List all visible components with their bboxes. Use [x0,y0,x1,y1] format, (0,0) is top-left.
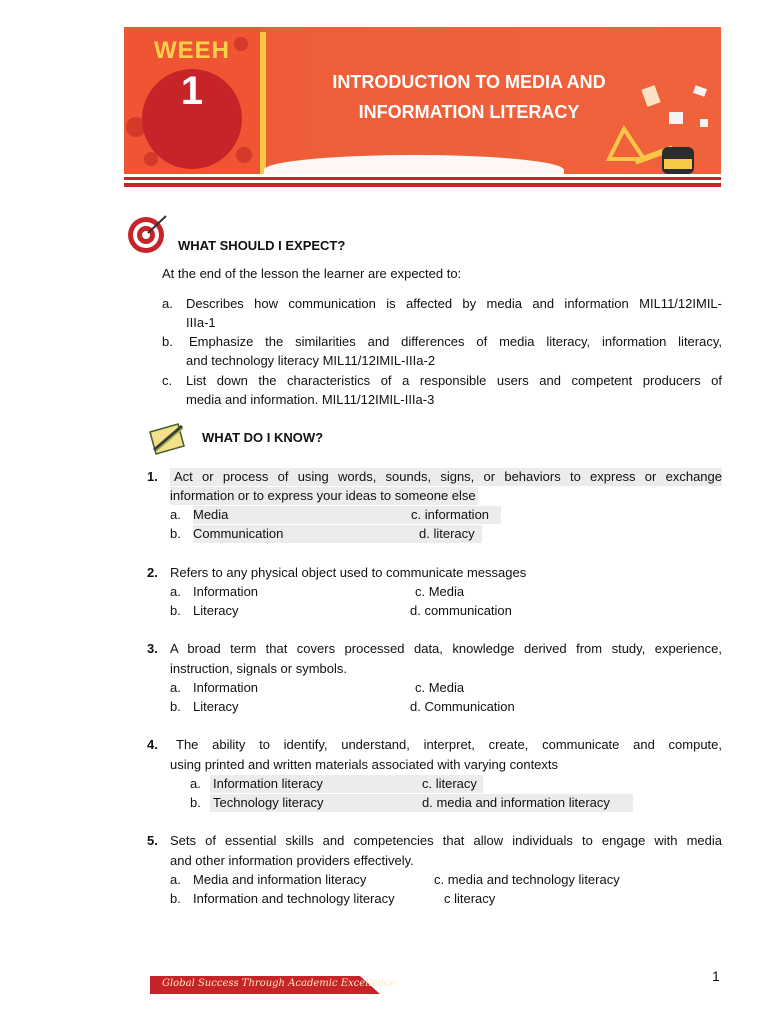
week-banner [124,27,721,174]
question-number: 3. [147,641,158,656]
question-text-line: Act or process of using words, sounds, signs, or behaviors to express or exchange [174,469,722,484]
question-number: 1. [147,469,158,484]
option-c: c. literacy [422,776,477,791]
banner-rule-bottom [124,183,721,187]
question-number: 5. [147,833,158,848]
option-letter: a. [170,872,181,887]
banner-divider [260,32,266,174]
option-b: Communication [193,526,284,541]
question-number: 4. [147,737,158,752]
know-heading: WHAT DO I KNOW? [202,430,324,445]
school-supplies-icon [604,57,719,174]
page-number: 1 [712,968,720,984]
footer-motto: Global Success Through Academic Excellence [162,978,396,989]
banner-rule-top [124,177,721,180]
option-c: c. media and technology literacy [434,872,620,887]
question-number: 2. [147,565,158,580]
week-label: WEEH [154,37,230,64]
objective-text: and technology literacy MIL11/12IMIL-IIIa-2 [186,353,436,368]
option-row [193,525,482,543]
option-b: Literacy [193,603,239,618]
option-c: c. Media [415,680,465,695]
decorative-dot [234,37,248,51]
option-b: Literacy [193,699,239,714]
banner-wave [264,155,564,174]
question-text: instruction, signals or symbols. [170,661,348,676]
option-letter: b. [170,603,181,618]
objective-letter: c. [162,373,173,388]
objective-text: Emphasize the similarities and differences of media literacy, information literacy, [189,334,722,349]
option-row [210,775,483,793]
option-row [210,794,633,812]
expect-heading: WHAT SHOULD I EXPECT? [178,238,346,253]
option-a: Information [193,680,259,695]
objective-text: media and information. MIL11/12IMIL-IIIa-3 [186,392,435,407]
option-a: Information [193,584,259,599]
pencil-notepad-icon [148,420,188,456]
banner-title-line2: INFORMATION LITERACY [358,102,580,122]
question-text: Sets of essential skills and competencies that allow individuals to engage with media [170,833,722,848]
option-letter: a. [170,584,181,599]
objective-text: Describes how communication is affected by media and information MIL11/12IMIL- [186,296,722,311]
option-row [193,506,501,524]
option-d: d. media and information literacy [422,795,610,810]
option-letter: a. [170,680,181,695]
question-text: and other information providers effectively. [170,853,414,868]
option-letter: b. [170,699,181,714]
option-d: d. literacy [419,526,475,541]
option-a: Information literacy [213,776,323,791]
option-letter: a. [170,507,181,522]
target-icon [126,213,170,255]
option-b: Technology literacy [213,795,324,810]
option-letter: b. [190,795,201,810]
question-text: Refers to any physical object used to communicate messages [170,565,527,580]
option-c: c. Media [415,584,465,599]
question-text [170,468,722,486]
option-c: c. information [411,507,490,522]
option-letter: b. [170,891,181,906]
banner-title-line1: INTRODUCTION TO MEDIA AND [332,72,606,92]
objective-text: IIIa-1 [186,315,216,330]
option-d: d. communication [410,603,512,618]
question-text: The ability to identify, understand, interpret, create, communicate and compute, [176,737,722,752]
objective-text: List down the characteristics of a responsible users and competent producers of [186,373,722,388]
option-letter: b. [170,526,181,541]
question-text: A broad term that covers processed data, knowledge derived from study, experience, [170,641,722,656]
week-number: 1 [180,69,204,113]
option-letter: a. [190,776,201,791]
option-d: c literacy [444,891,496,906]
question-text: using printed and written materials associated with varying contexts [170,757,559,772]
option-a: Media and information literacy [193,872,367,887]
option-d: d. Communication [410,699,515,714]
objective-letter: b. [162,334,173,349]
expect-intro: At the end of the lesson the learner are expected to: [162,266,462,281]
option-b: Information and technology literacy [193,891,395,906]
banner-title [294,67,644,127]
objective-letter: a. [162,296,173,311]
option-a: Media [193,507,229,522]
question-text: information or to express your ideas to someone else [170,488,476,503]
